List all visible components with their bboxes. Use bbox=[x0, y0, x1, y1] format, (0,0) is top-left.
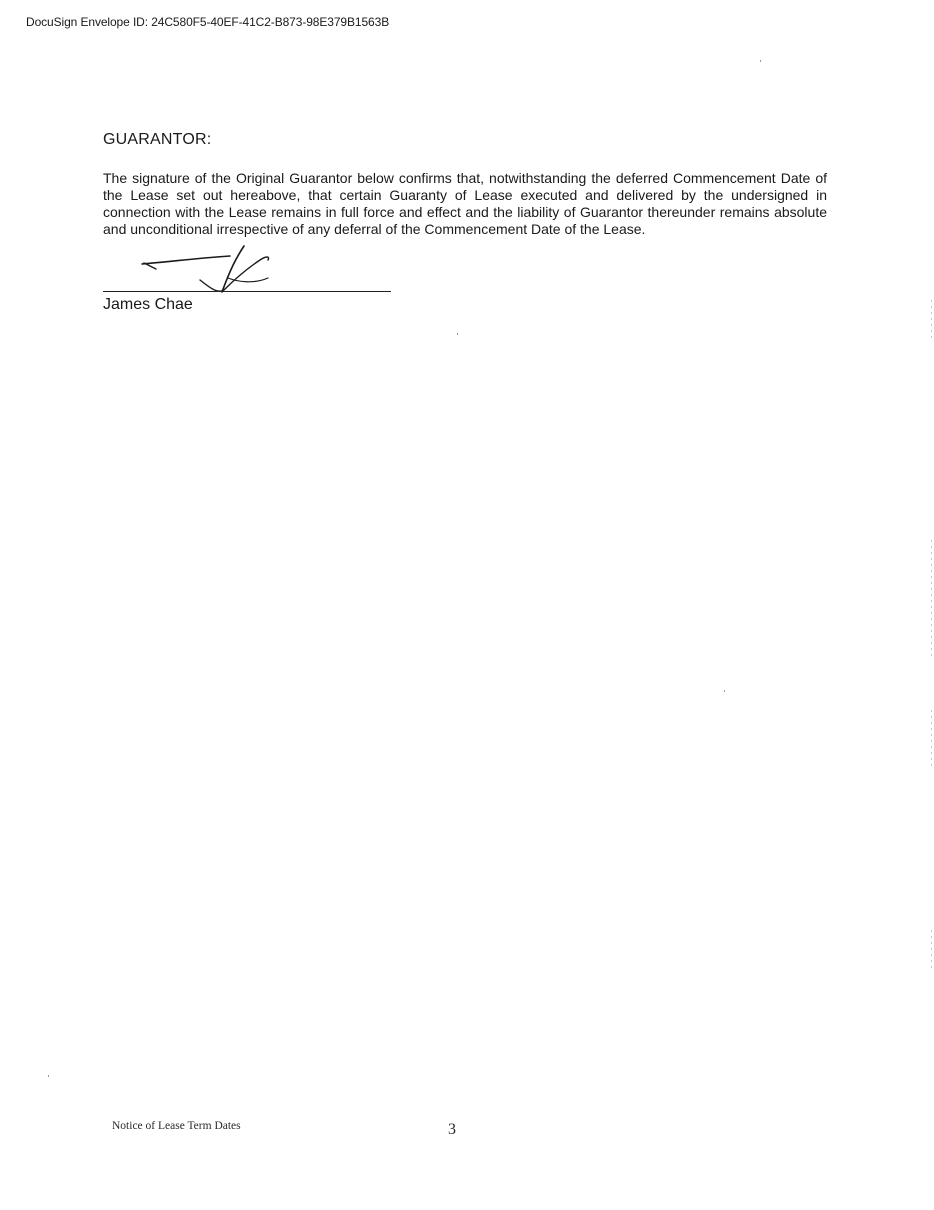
signer-name: James Chae bbox=[103, 296, 193, 313]
scan-edge-artifact bbox=[931, 930, 932, 970]
footer-document-title: Notice of Lease Term Dates bbox=[112, 1120, 241, 1132]
guarantor-heading: GUARANTOR: bbox=[103, 131, 212, 148]
scan-edge-artifact bbox=[931, 540, 932, 660]
signature-line bbox=[103, 291, 391, 292]
scan-speck bbox=[724, 690, 725, 692]
guarantor-confirmation-paragraph: The signature of the Original Guarantor below confirms that, notwithstanding the deferred Commencement Date of the Lease set out hereabove, that certain Guaranty of Lease executed and delivered by the undersigned in connection with the Lease remains in full force and effect and the liability of Guarantor thereunder remains absolute and unconditional irrespective of any deferral of the Commencement Date of the Lease. bbox=[103, 170, 827, 237]
scan-edge-artifact bbox=[931, 300, 932, 340]
scan-speck bbox=[48, 1075, 49, 1077]
page-number: 3 bbox=[448, 1121, 456, 1138]
scan-speck bbox=[760, 60, 761, 62]
scan-edge-artifact bbox=[931, 710, 932, 770]
docusign-envelope-id: DocuSign Envelope ID: 24C580F5-40EF-41C2-B873-98E379B1563B bbox=[26, 15, 390, 29]
scan-speck bbox=[457, 333, 458, 335]
